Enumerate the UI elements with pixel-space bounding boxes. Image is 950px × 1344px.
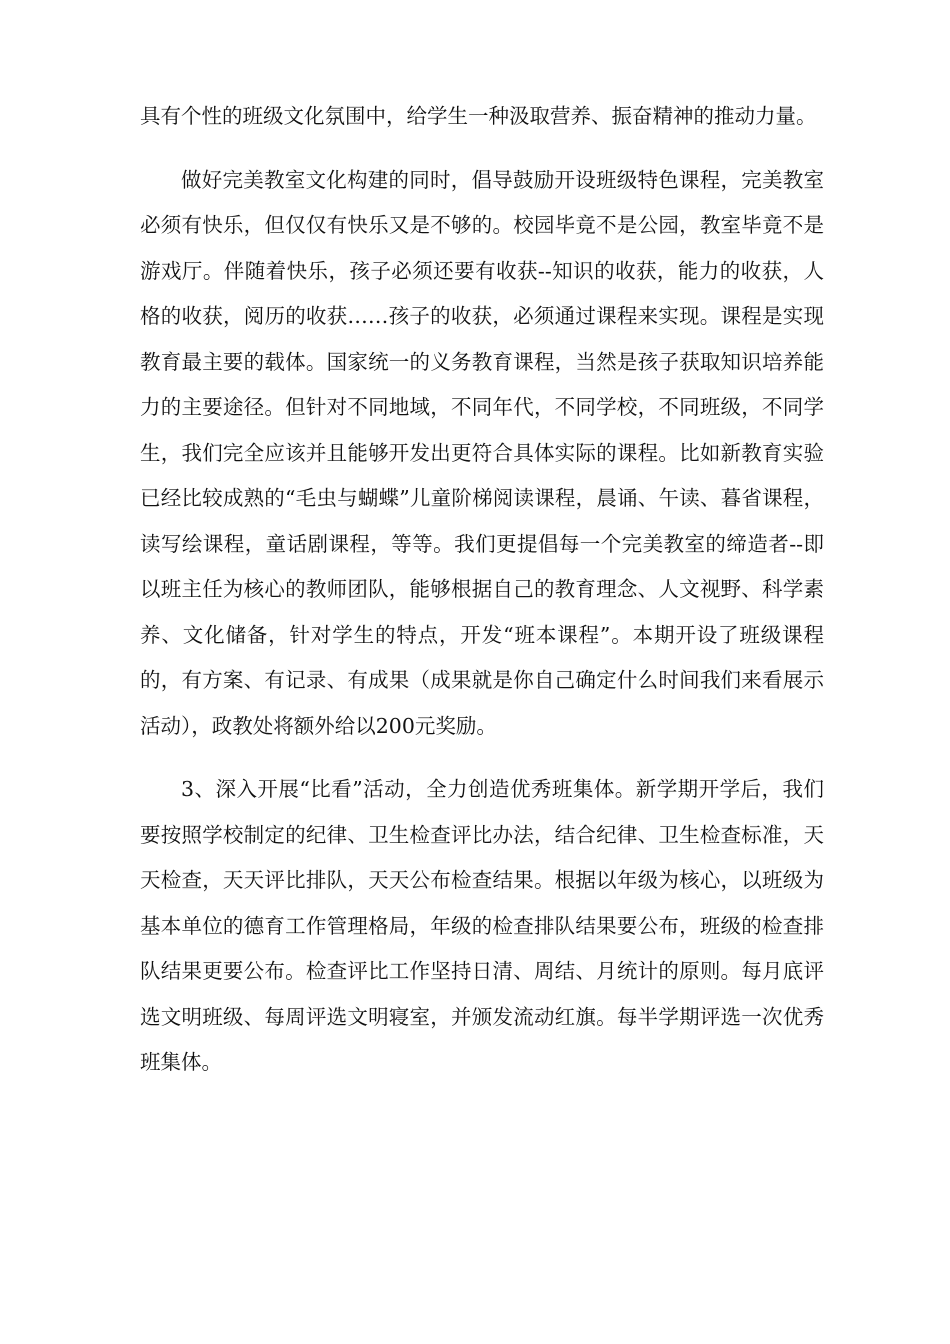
paragraph-gap: [140, 140, 824, 158]
paragraph-gap: [140, 749, 824, 767]
paragraph-continuation: 具有个性的班级文化氛围中，给学生一种汲取营养、振奋精神的推动力量。: [140, 104, 817, 128]
paragraph-comparison-activity: 3、深入开展“比看”活动，全力创造优秀班集体。新学期开学后，我们要按照学校制定的纪律、卫生检查评比办法，结合纪律、卫生检查标准，天天检查，天天评比排队，天天公布检查结果。根据以年级为核心，以班级为基本单位的德育工作管理格局，年级的检查排队结果要公布，班级的检查排队结果更要公布。检查评比工作坚持日清、周结、月统计的原则。每月底评选文明班级、每周评选文明寝室，并颁发流动红旗。每半学期评选一次优秀班集体。: [140, 777, 824, 1074]
document-page: [140, 94, 824, 1086]
paragraph-course: 做好完美教室文化构建的同时，倡导鼓励开设班级特色课程，完美教室必须有快乐，但仅仅有快乐又是不够的。校园毕竟不是公园，教室毕竟不是游戏厅。伴随着快乐，孩子必须还要有收获--知识的收获，能力的收获，人格的收获，阅历的收获……孩子的收获，必须通过课程来实现。课程是实现教育最主要的载体。国家统一的义务教育课程，当然是孩子获取知识培养能力的主要途径。但针对不同地域，不同年代，不同学校，不同班级，不同学生，我们完全应该并且能够开发出更符合具体实际的课程。比如新教育实验已经比较成熟的“毛虫与蝴蝶”儿童阶梯阅读课程，晨诵、午读、暮省课程，读写绘课程，童话剧课程，等等。我们更提倡每一个完美教室的缔造者--即以班主任为核心的教师团队，能够根据自己的教育理念、人文视野、科学素养、文化储备，针对学生的特点，开发“班本课程”。本期开设了班级课程的，有方案、有记录、有成果（成果就是你自己确定什么时间我们来看展示活动），政教处将额外给以200元奖励。: [140, 167, 824, 738]
